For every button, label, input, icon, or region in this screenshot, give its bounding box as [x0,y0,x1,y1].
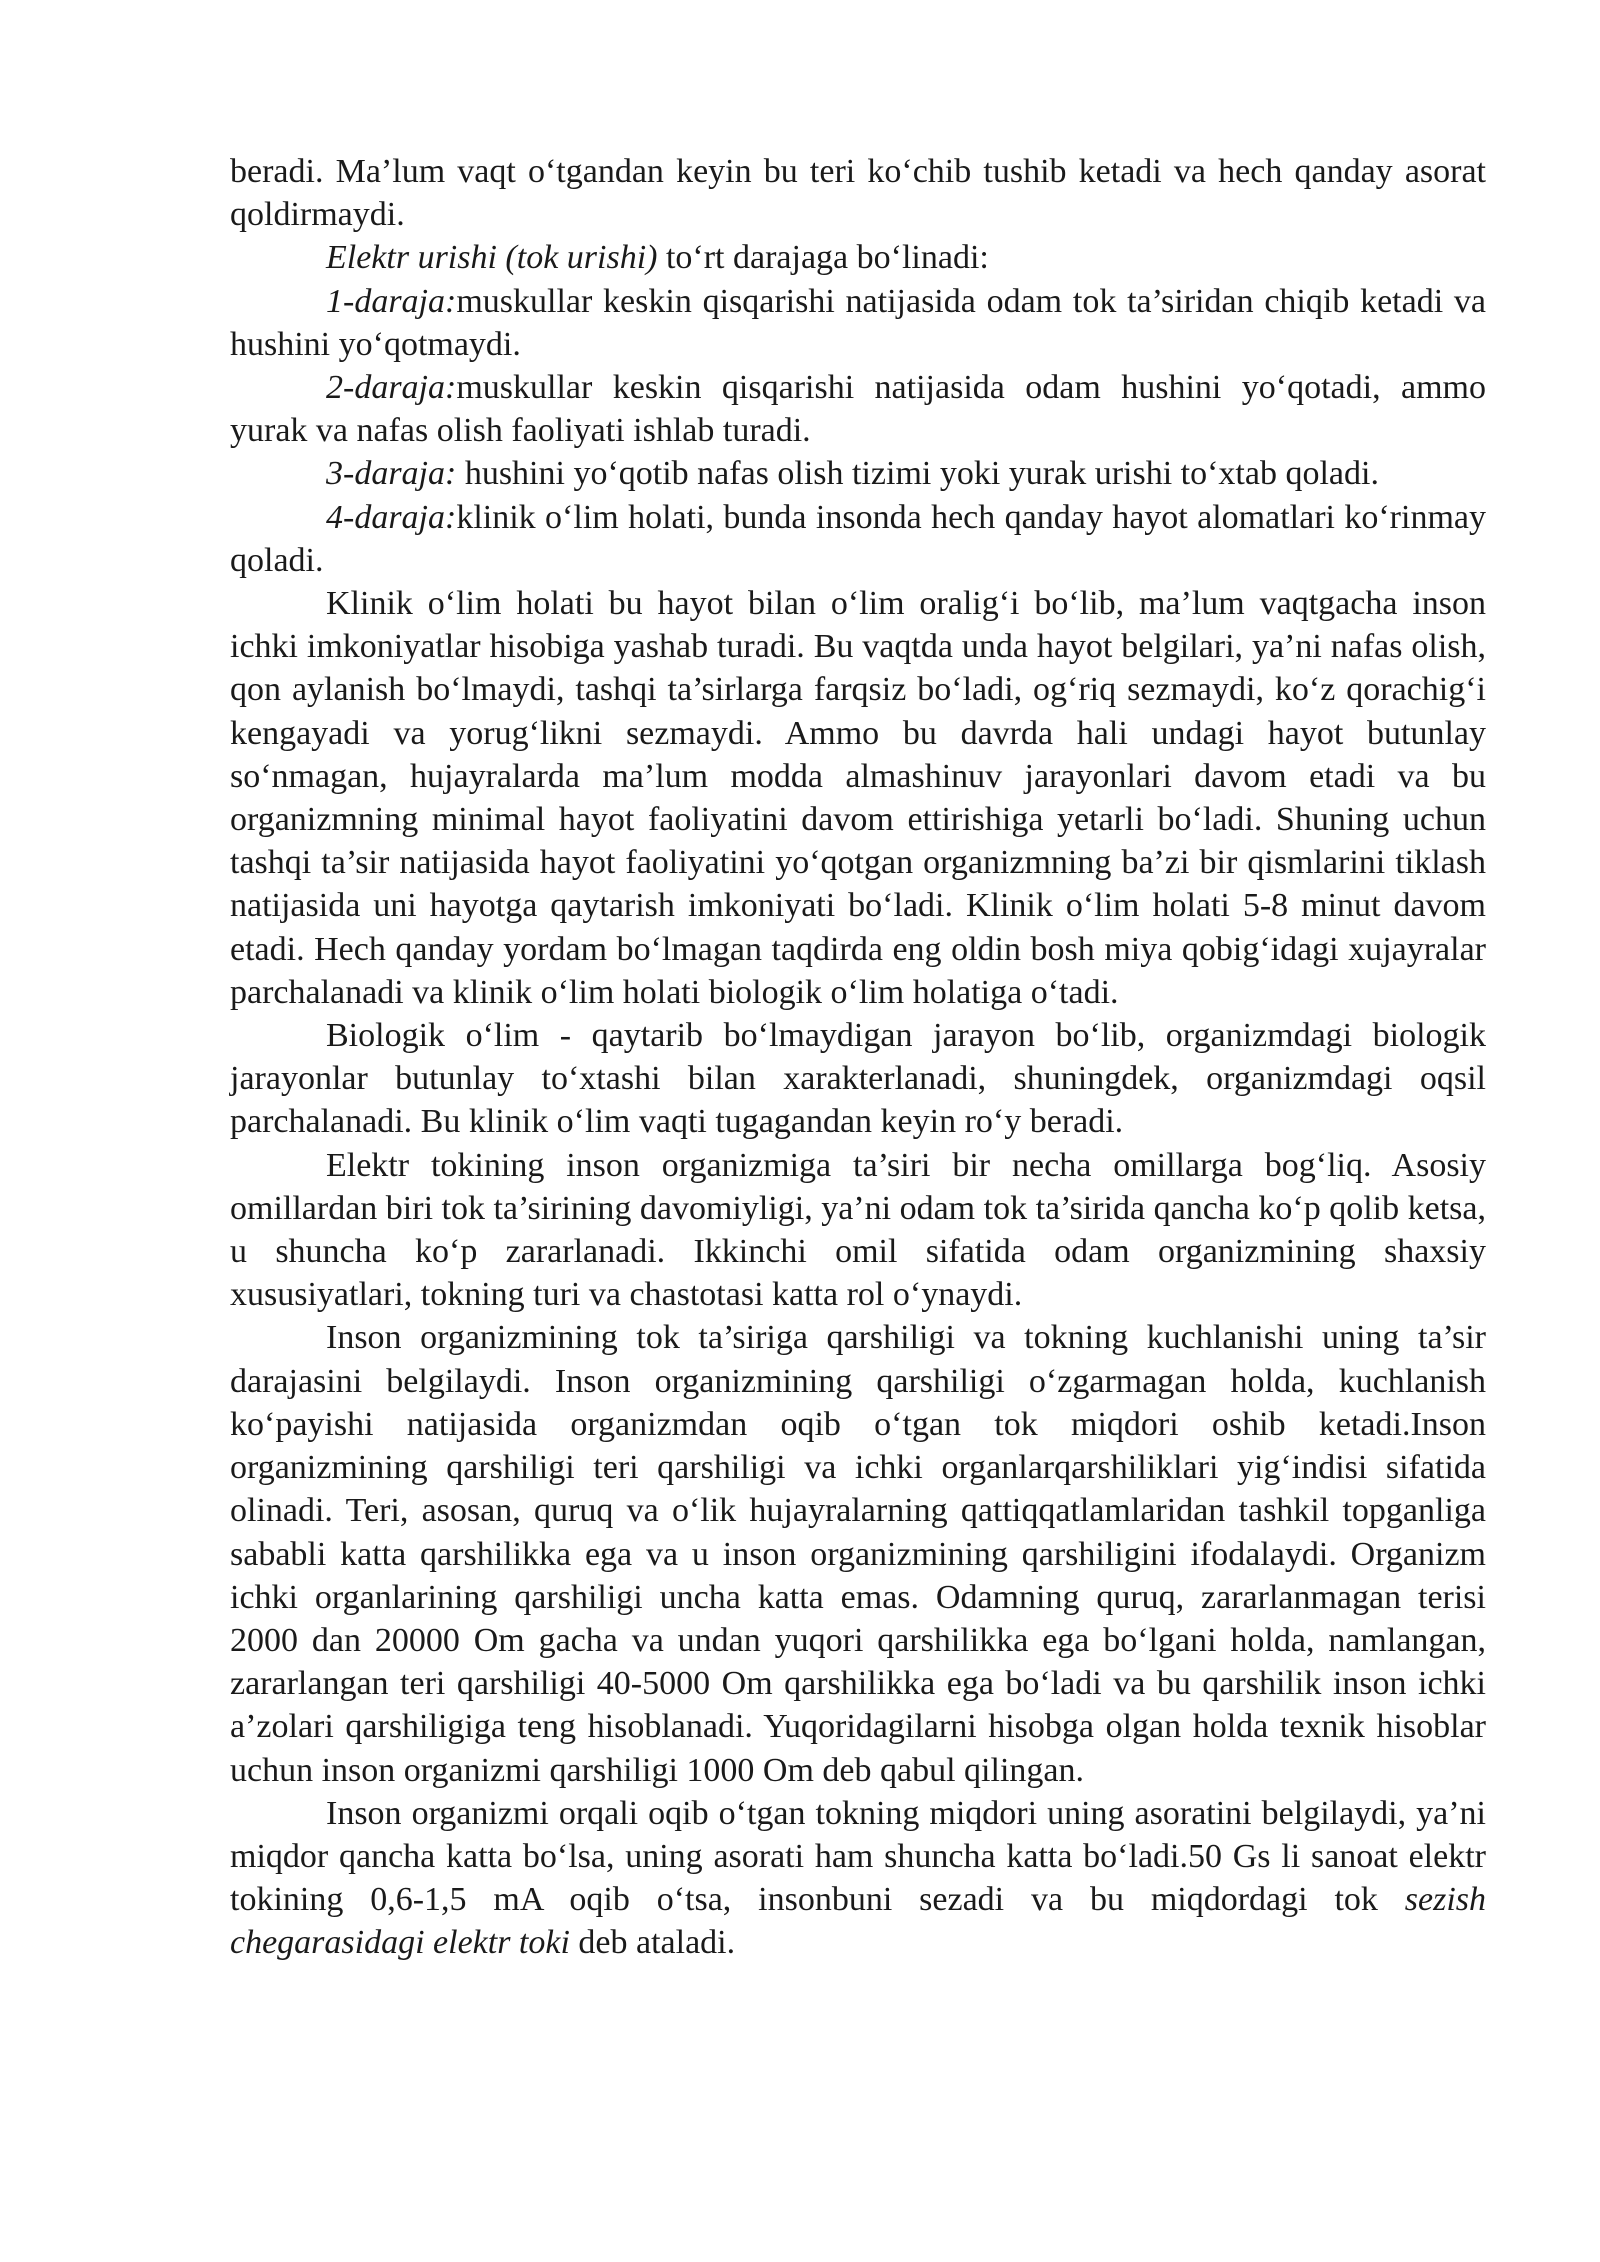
paragraph-2 [230,236,1486,279]
paragraph-11-text-a: Inson organizmi orqali oqib o‘tgan tokning miqdori uning asoratini belgilaydi, ya’ni miqdor qancha katta bo‘lsa, uning asorati ham shuncha katta bo‘ladi.50 Gs li sanoat elektr tokining 0,6-1,5 mA oqib o‘tsa, insonbuni sezadi va bu miqdordagi tok [230,1794,1486,1919]
paragraph-8 [230,1014,1486,1144]
paragraph-4 [230,366,1486,452]
paragraph-3 [230,280,1486,366]
paragraph-6 [230,496,1486,582]
paragraph-9 [230,1144,1486,1317]
paragraph-6-italic-term: 4-daraja: [326,498,457,536]
paragraph-11-text-b: deb ataladi. [569,1924,736,1962]
paragraph-5-text: hushini yo‘qotib nafas olish tizimi yoki yurak urishi to‘xtab qoladi. [456,455,1379,493]
paragraph-7-text: Klinik o‘lim holati bu hayot bilan o‘lim oralig‘i bo‘lib, ma’lum vaqtgacha inson ichki imkoniyatlar hisobiga yashab turadi. Bu vaqtda unda hayot belgilari, ya’ni nafas olish, qon aylanish bo‘lmaydi, tashqi ta’sirlarga farqsiz bo‘ladi, og‘riq sezmaydi, ko‘z qorachig‘i kengayadi va yorug‘likni sezmaydi. Ammo bu davrda hali undagi hayot butunlay so‘nmagan, hujayralarda ma’lum modda almashinuv jarayonlari davom etadi va bu organizmning minimal hayot faoliyatini davom ettirishiga yetarli bo‘ladi. Shuning uchun tashqi ta’sir natijasida hayot faoliyatini yo‘qotgan organizmning ba’zi bir qismlarini tiklash natijasida uni hayotga qaytarish imkoniyati bo‘ladi. Klinik o‘lim holati 5-8 minut davom etadi. Hech qanday yordam bo‘lmagan taqdirda eng oldin bosh miya qobig‘idagi xujayralar parchalanadi va klinik o‘lim holati biologik o‘lim holatiga o‘tadi. [230,585,1486,1011]
paragraph-1-text: beradi. Ma’lum vaqt o‘tgandan keyin bu teri ko‘chib tushib ketadi va hech qanday asorat qoldirmaydi. [230,153,1486,234]
paragraph-3-italic-term: 1-daraja: [326,282,457,320]
paragraph-11-italic-term: sezish chegarasidagi elektr toki [230,1881,1486,1962]
paragraph-2-text: to‘rt darajaga bo‘linadi: [657,239,989,277]
paragraph-10 [230,1316,1486,1791]
document-page [230,150,1486,1965]
paragraph-3-text: muskullar keskin qisqarishi natijasida odam tok ta’siridan chiqib ketadi va hushini yo‘qotmaydi. [230,282,1486,363]
paragraph-2-italic-term: Elektr urishi (tok urishi) [326,239,658,277]
paragraph-9-text: Elektr tokining inson organizmiga ta’siri bir necha omillarga bog‘liq. Asosiy omillardan biri tok ta’sirining davomiyligi, ya’ni odam tok ta’sirida qancha ko‘p qolib ketsa, u shuncha ko‘p zararlanadi. Ikkinchi omil sifatida odam organizmining shaxsiy xususiyatlari, tokning turi va chastotasi katta rol o‘ynaydi. [230,1146,1486,1314]
paragraph-5-italic-term: 3-daraja: [326,455,457,493]
paragraph-5 [230,452,1486,495]
paragraph-1 [230,150,1486,236]
paragraph-7 [230,582,1486,1014]
paragraph-4-text: muskullar keskin qisqarishi natijasida odam hushini yo‘qotadi, ammo yurak va nafas olish faoliyati ishlab turadi. [230,369,1486,450]
paragraph-6-text: klinik o‘lim holati, bunda insonda hech qanday hayot alomatlari ko‘rinmay qoladi. [230,498,1486,579]
paragraph-11 [230,1792,1486,1965]
paragraph-10-text: Inson organizmining tok ta’siriga qarshiligi va tokning kuchlanishi uning ta’sir darajasini belgilaydi. Inson organizmining qarshiligi o‘zgarmagan holda, kuchlanish ko‘payishi natijasida organizmdan oqib o‘tgan tok miqdori oshib ketadi.Inson organizmining qarshiligi teri qarshiligi va ichki organlarqarshiliklari yig‘indisi sifatida olinadi. Teri, asosan, quruq va o‘lik hujayralarning qattiqqatlamlaridan tashkil topganliga sababli katta qarshilikka ega va u inson organizmining qarshiligini ifodalaydi. Organizm ichki organlarining qarshiligi uncha katta emas. Odamning quruq, zararlanmagan terisi 2000 dan 20000 Om gacha va undan yuqori qarshilikka ega bo‘lgani holda, namlangan, zararlangan teri qarshiligi 40-5000 Om qarshilikka ega bo‘ladi va bu qarshilik inson ichki a’zolari qarshiligiga teng hisoblanadi. Yuqoridagilarni hisobga olgan holda texnik hisoblar uchun inson organizmi qarshiligi 1000 Om deb qabul qilingan. [230,1319,1486,1789]
paragraph-4-italic-term: 2-daraja: [326,369,457,407]
paragraph-8-text: Biologik o‘lim - qaytarib bo‘lmaydigan jarayon bo‘lib, organizmdagi biologik jarayonlar butunlay to‘xtashi bilan xarakterlanadi, shuningdek, organizmdagi oqsil parchalanadi. Bu klinik o‘lim vaqti tugagandan keyin ro‘y beradi. [230,1017,1486,1141]
